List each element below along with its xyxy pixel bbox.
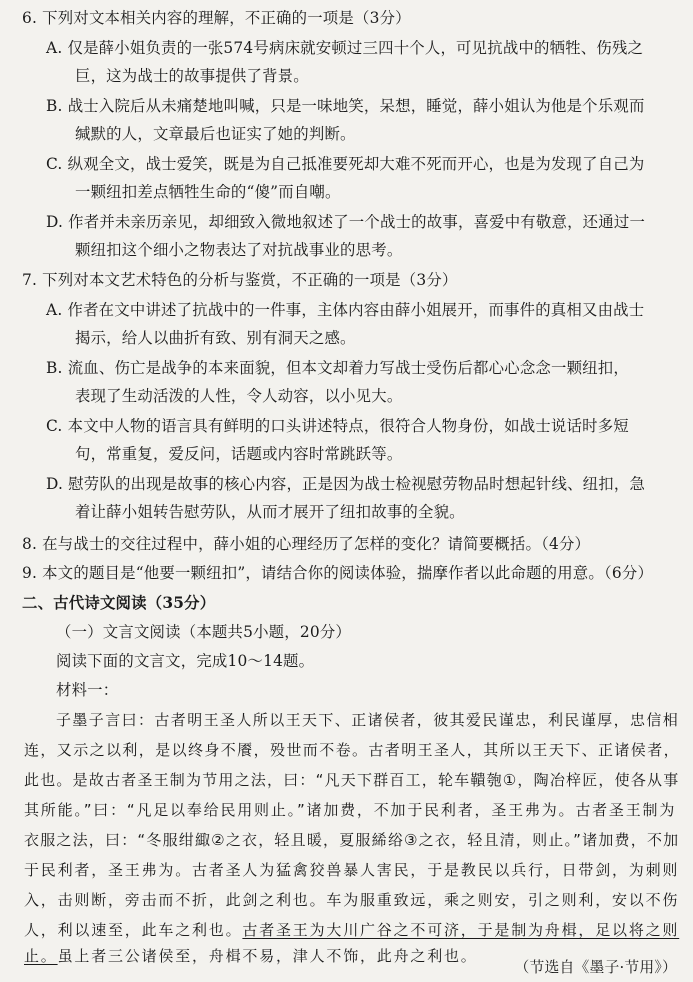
underlined-sentence: 古者圣王为大川广谷之不可济，于是制为舟楫，足以将之则: [242, 921, 680, 939]
q8-text: 8. 在与战士的交往过程中，薛小姐的心理经历了怎样的变化？请简要概括。（4分）: [22, 535, 591, 553]
instruction-text: 阅读下面的文言文，完成10～14题。: [56, 652, 315, 670]
q7-option-b-cont: 表现了生动活泼的人性，令人动容，以小见大。: [75, 387, 403, 405]
q6-option-b: B. 战士入院后从未痛楚地叫喊，只是一味地笑，呆想，睡觉，薛小姐认为他是个乐观而: [46, 97, 645, 115]
q7-option-c-cont: 句，常重复，爱反问，话题或内容时常跳跃等。: [75, 445, 403, 463]
passage-line-9-rest: 虽上者三公诸侯至，舟楫不易，津人不饰，此舟之利也。: [57, 947, 478, 965]
passage-line-4: 其所能。”曰：“凡足以奉给民用则止。”诸加费，不加于民利者，圣王弗为。古者圣王制为: [24, 801, 677, 819]
q7-option-a: A. 作者在文中讲述了抗战中的一件事，主体内容由薛小姐展开，而事件的真相又由战士: [46, 301, 645, 319]
passage-line-8: [24, 919, 679, 941]
q6-option-d-cont: 颗纽扣这个细小之物表达了对抗战事业的思考。: [75, 241, 403, 259]
q6-option-c: C. 纵观全文，战士爱笑，既是为自己抵准要死却大难不死而开心，也是为发现了自己为: [46, 155, 645, 173]
passage-line-5: 衣服之法，曰：“冬服绀緅②之衣，轻且暖，夏服絺绤③之衣，轻且清，则止。”诸加费，不加: [24, 831, 680, 849]
passage-line-6: 于民利者，圣王弗为。古者圣人为猛禽狡兽暴人害民，于是教民以兵行，日带剑，为刺则: [24, 861, 680, 879]
q6-option-d: D. 作者并未亲历亲见，却细致入微地叙述了一个战士的故事，喜爱中有敬意，还通过一: [46, 213, 646, 231]
section-heading: 二、古代诗文阅读（35分）: [22, 594, 216, 612]
q9-text: 9. 本文的题目是“他要一颗纽扣”，请结合你的阅读体验，揣摩作者以此命题的用意。（6分）: [22, 564, 654, 582]
q7-option-b: B. 流血、伤亡是战争的本来面貌，但本文却着力写战士受伤后都心心念念一颗纽扣，: [46, 359, 629, 377]
passage-line-2: 连，又示之以利，是以终身不餍，殁世而不卷。古者明王圣人，其所以王天下、正诸侯者，: [24, 741, 681, 759]
q6-option-a: A. 仅是薛小姐负责的一张574号病床就安顿过三四十个人，可见抗战中的牺牲、伤残之: [46, 39, 644, 57]
q7-option-d-cont: 着让薛小姐转告慰劳队，从而才展开了纽扣故事的全貌。: [75, 503, 465, 521]
passage-line-9: [24, 945, 478, 967]
q6-option-b-cont: 缄默的人，文章最后也证实了她的判断。: [75, 125, 356, 143]
subsection-heading: （一）文言文阅读（本题共5小题，20分）: [56, 623, 352, 641]
q7-option-a-cont: 揭示，给人以曲折有致、别有洞天之感。: [75, 329, 356, 347]
passage-line-8-start: 人，利以速至，此车之利也。: [24, 921, 243, 939]
q6-option-c-cont: 一颗纽扣差点牺牲生命的“傻”而自嘲。: [75, 183, 341, 201]
source-citation: （节选自《墨子·节用》）: [514, 959, 677, 976]
passage-line-3: 此也。是故古者圣王制为节用之法，曰：“凡天下群百工，轮车鞼匏①，陶冶梓匠，使各从事: [24, 771, 680, 789]
underlined-sentence-end: 止。: [24, 947, 58, 965]
q6-stem: 6. 下列对文本相关内容的理解，不正确的一项是（3分）: [22, 9, 411, 27]
q7-option-c: C. 本文中人物的语言具有鲜明的口头讲述特点，很符合人物身份，如战士说话时多短: [46, 417, 629, 435]
q7-option-d: D. 慰劳队的出现是故事的核心内容，正是因为战士检视慰劳物品时想起针线、纽扣，急: [46, 475, 646, 493]
material-label: 材料一：: [56, 681, 119, 699]
q6-option-a-cont: 巨，这为战士的故事提供了背景。: [75, 67, 309, 85]
passage-line-1: 子墨子言曰：古者明王圣人所以王天下、正诸侯者，彼其爱民谨忠，利民谨厚，忠信相: [56, 711, 680, 729]
passage-line-7: 入，击则断，旁击而不折，此剑之利也。车为服重致远，乘之则安，引之则利，安以不伤: [24, 891, 680, 909]
q7-stem: 7. 下列对本文艺术特色的分析与鉴赏，不正确的一项是（3分）: [22, 271, 458, 289]
